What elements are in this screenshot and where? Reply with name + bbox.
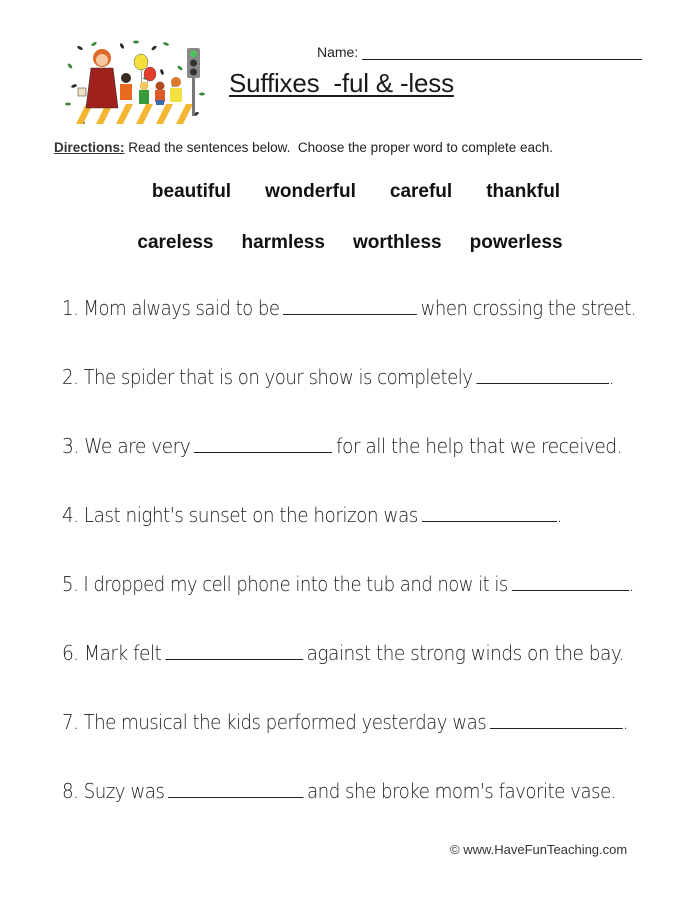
- sentence-item: [62, 779, 616, 803]
- sentence-number: 7.: [62, 710, 79, 734]
- answer-blank[interactable]: [422, 520, 557, 522]
- word-bank-item: careful: [389, 181, 453, 202]
- sentence-text-before: Mom always said to be: [83, 296, 280, 320]
- sentence-text-before: Suzy was: [83, 779, 165, 803]
- sentence-number: 8.: [62, 779, 79, 803]
- answer-blank[interactable]: [490, 727, 623, 729]
- sentence-text-before: Mark felt: [84, 641, 162, 665]
- sentence-number: 2.: [62, 365, 79, 389]
- sentence-item: [62, 296, 636, 320]
- sentence-text-after: for all the help that we received.: [335, 434, 622, 458]
- sentence-text-after: against the strong winds on the bay.: [306, 641, 624, 665]
- answer-blank[interactable]: [194, 451, 332, 453]
- word-bank-item: harmless: [241, 232, 325, 253]
- sentence-text-after: and she broke mom's favorite vase.: [307, 779, 616, 803]
- sentence-item: [62, 710, 628, 734]
- sentence-text-before: The musical the kids performed yesterday was: [83, 710, 487, 734]
- sentence-text-after: .: [622, 710, 628, 734]
- sentence-text-before: We are very: [84, 434, 191, 458]
- sentence-number: 3.: [62, 434, 79, 458]
- word-bank-item: careless: [137, 232, 214, 253]
- word-bank-row-2: [0, 232, 700, 254]
- sentence-number: 4.: [62, 503, 79, 527]
- answer-blank[interactable]: [168, 796, 303, 798]
- answer-blank[interactable]: [165, 658, 303, 660]
- sentence-item: [62, 572, 634, 596]
- directions-label: Directions:: [54, 140, 125, 155]
- worksheet-title: Suffixes -ful & -less: [229, 68, 454, 98]
- sentence-text-after: when crossing the street.: [420, 296, 636, 320]
- name-label: Name:: [317, 44, 359, 60]
- copyright-footer: © www.HaveFunTeaching.com: [450, 842, 628, 857]
- sentence-number: 5.: [62, 572, 79, 596]
- word-bank-item: wonderful: [265, 181, 356, 202]
- directions-text: Read the sentences below. Choose the proper word to complete each.: [124, 140, 554, 155]
- sentence-item: [62, 641, 624, 665]
- sentence-text-after: .: [628, 572, 634, 596]
- sentence-item: [62, 503, 562, 527]
- crosswalk-family-clipart: [62, 38, 210, 132]
- word-bank-item: beautiful: [151, 181, 232, 202]
- sentence-number: 6.: [62, 641, 79, 665]
- mother-figure-icon: [78, 49, 118, 108]
- word-bank-item: powerless: [469, 232, 563, 253]
- directions: [54, 140, 553, 155]
- sentence-text-before: The spider that is on your show is completely: [83, 365, 473, 389]
- answer-blank[interactable]: [283, 313, 417, 315]
- word-bank-item: thankful: [486, 181, 561, 202]
- word-bank-item: worthless: [352, 232, 442, 253]
- sentence-item: [62, 434, 622, 458]
- name-field[interactable]: [317, 40, 642, 60]
- word-bank-row-1: [0, 181, 700, 203]
- sentence-text-before: Last night's sunset on the horizon was: [83, 503, 418, 527]
- answer-blank[interactable]: [476, 382, 609, 384]
- sentence-text-after: .: [608, 365, 614, 389]
- sentence-text-after: .: [556, 503, 562, 527]
- sentence-item: [62, 365, 614, 389]
- answer-blank[interactable]: [511, 589, 628, 591]
- sentence-text-before: I dropped my cell phone into the tub and now it is: [83, 572, 508, 596]
- name-blank-line[interactable]: [362, 45, 642, 60]
- sentence-number: 1.: [62, 296, 79, 320]
